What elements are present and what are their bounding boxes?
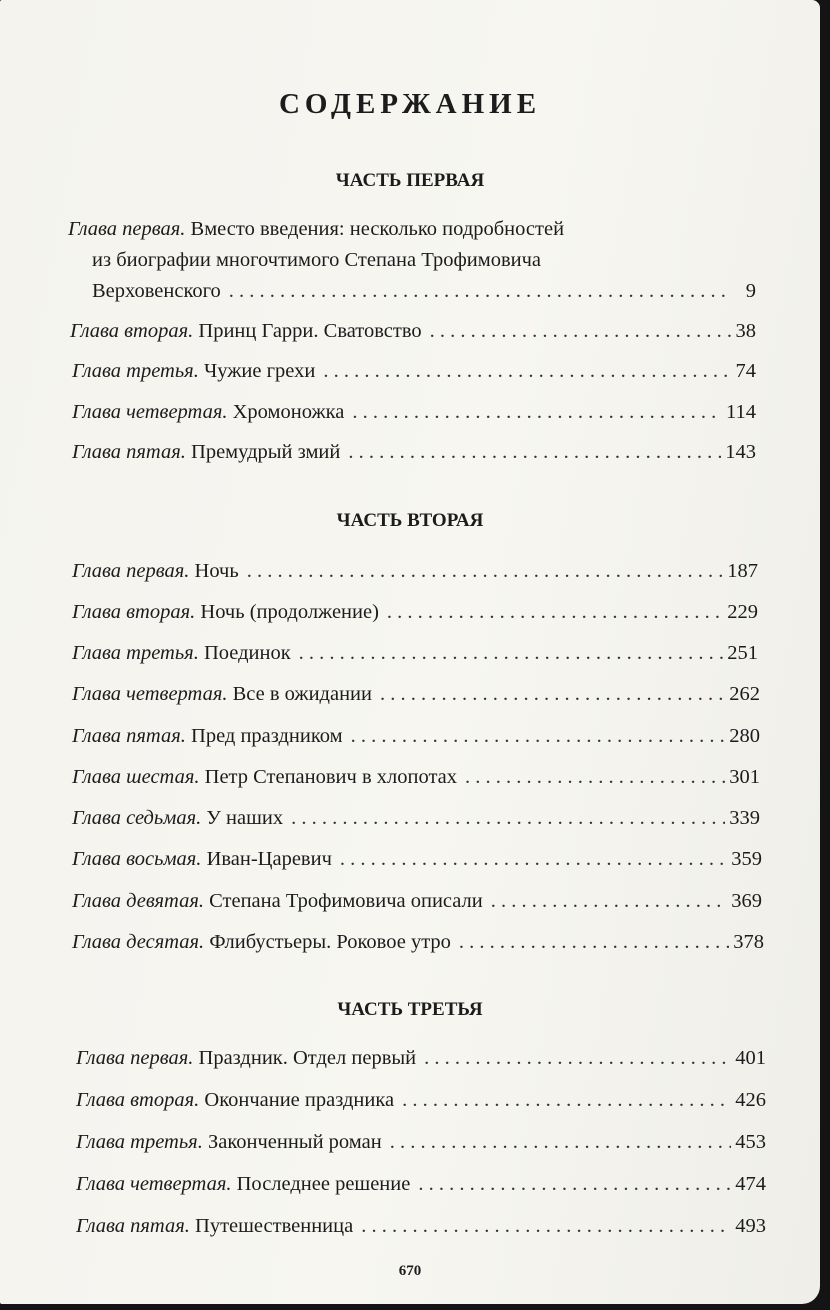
chapter-label: Глава восьмая. [72,848,202,870]
page-ref: 114 [726,401,756,423]
chapter-label: Глава пятая. [72,725,186,747]
chapter-title: Пред праздником [191,725,343,747]
chapter-label: Глава вторая. [72,601,196,623]
dot-leader [402,1085,731,1115]
page-ref: 280 [729,725,760,747]
chapter-title: Верховенского [92,280,221,302]
chapter-label: Глава четвертая. [76,1173,232,1195]
chapter-title: Степана Трофимовича описали [209,890,483,912]
toc-entry [76,1043,766,1073]
toc-entry [72,437,756,467]
chapter-title: Последнее решение [236,1173,411,1195]
chapter-label: Глава девятая. [72,890,204,912]
toc-entry [72,638,758,668]
page-ref: 369 [731,890,762,912]
chapter-label: Глава седьмая. [72,807,202,829]
chapter-label: Глава вторая. [70,320,194,342]
dot-leader [348,437,721,467]
dot-leader [418,1169,731,1199]
chapter-label: Глава первая. [68,218,186,240]
dot-leader [390,1127,732,1157]
chapter-title: Чужие грехи [203,360,316,382]
dot-leader [491,886,727,916]
chapter-title: Праздник. Отдел первый [198,1047,417,1069]
page-ref: 401 [735,1047,766,1069]
dot-leader [340,844,727,874]
toc-entry [72,844,762,874]
toc-entry [72,556,758,586]
page-ref: 262 [729,683,760,705]
chapter-title: Петр Степанович в хлопотах [204,766,458,788]
dot-leader [352,397,722,427]
part-heading: ЧАСТЬ ТРЕТЬЯ [337,999,483,1020]
page-ref: 251 [727,642,758,664]
toc-entry-line [92,245,541,275]
toc-entry [76,1085,766,1115]
toc-entry [72,597,758,627]
dot-leader [299,638,724,668]
chapter-title: Принц Гарри. Сватовство [198,320,422,342]
page-ref: 9 [745,280,756,302]
chapter-label: Глава вторая. [76,1089,200,1111]
dot-leader [247,556,724,586]
toc-entry [72,721,760,751]
toc-entry [72,679,760,709]
chapter-title: Иван-Царевич [206,848,332,870]
chapter-title: Все в ожидании [232,683,372,705]
toc-entry [72,762,760,792]
dot-leader [229,276,732,306]
toc-entry [92,276,756,306]
chapter-label: Глава четвертая. [72,683,228,705]
chapter-title: из биографии многочтимого Степана Трофимовича [92,249,541,271]
chapter-title: Законченный роман [207,1131,382,1153]
chapter-label: Глава первая. [76,1047,194,1069]
part-heading: ЧАСТЬ ПЕРВАЯ [335,170,485,191]
chapter-title: Поединок [203,642,291,664]
page-title: СОДЕРЖАНИЕ [278,88,542,120]
toc-entry [72,927,764,957]
chapter-title: Ночь (продолжение) [200,601,379,623]
chapter-label: Глава третья. [72,360,199,382]
toc-entry [72,397,756,427]
toc-entry [72,803,760,833]
chapter-label: Глава шестая. [72,766,200,788]
page-ref: 143 [725,441,756,463]
chapter-label: Глава третья. [76,1131,203,1153]
dot-leader [465,762,725,792]
part-heading: ЧАСТЬ ВТОРАЯ [336,510,484,531]
toc-entry [76,1211,766,1241]
page-ref: 187 [727,560,758,582]
chapter-label: Глава четвертая. [72,401,228,423]
dot-leader [361,1211,731,1241]
page-number: 670 [398,1263,422,1279]
page-ref: 493 [735,1215,766,1237]
chapter-label: Глава третья. [72,642,199,664]
toc-entry [76,1127,766,1157]
chapter-label: Глава десятая. [72,931,205,953]
toc-entry [72,886,762,916]
chapter-title: Путешественница [195,1215,354,1237]
toc-entry [72,356,756,386]
page-ref: 378 [733,931,764,953]
toc-entry [76,1169,766,1199]
page-ref: 301 [729,766,760,788]
chapter-title: Вместо введения: несколько подробностей [190,218,565,240]
chapter-title: Ночь [194,560,239,582]
chapter-title: Флибустьеры. Роковое утро [209,931,451,953]
page-ref: 229 [727,601,758,623]
dot-leader [323,356,731,386]
chapter-title: У наших [206,807,284,829]
chapter-title: Премудрый змий [191,441,341,463]
dot-leader [459,927,729,957]
chapter-label: Глава первая. [72,560,190,582]
dot-leader [351,721,726,751]
dot-leader [291,803,725,833]
dot-leader [430,316,732,346]
dot-leader [424,1043,731,1073]
toc-entry-line [68,214,564,244]
page-ref: 359 [731,848,762,870]
page-ref: 474 [735,1173,766,1195]
toc-entry [70,316,756,346]
page-ref: 38 [735,320,756,342]
dot-leader [387,597,723,627]
chapter-title: Хромоножка [232,401,345,423]
page-ref: 339 [729,807,760,829]
page-ref: 426 [735,1089,766,1111]
chapter-label: Глава пятая. [76,1215,190,1237]
page-ref: 74 [735,360,756,382]
page-ref: 453 [735,1131,766,1153]
dot-leader [380,679,725,709]
chapter-title: Окончание праздника [204,1089,395,1111]
chapter-label: Глава пятая. [72,441,186,463]
